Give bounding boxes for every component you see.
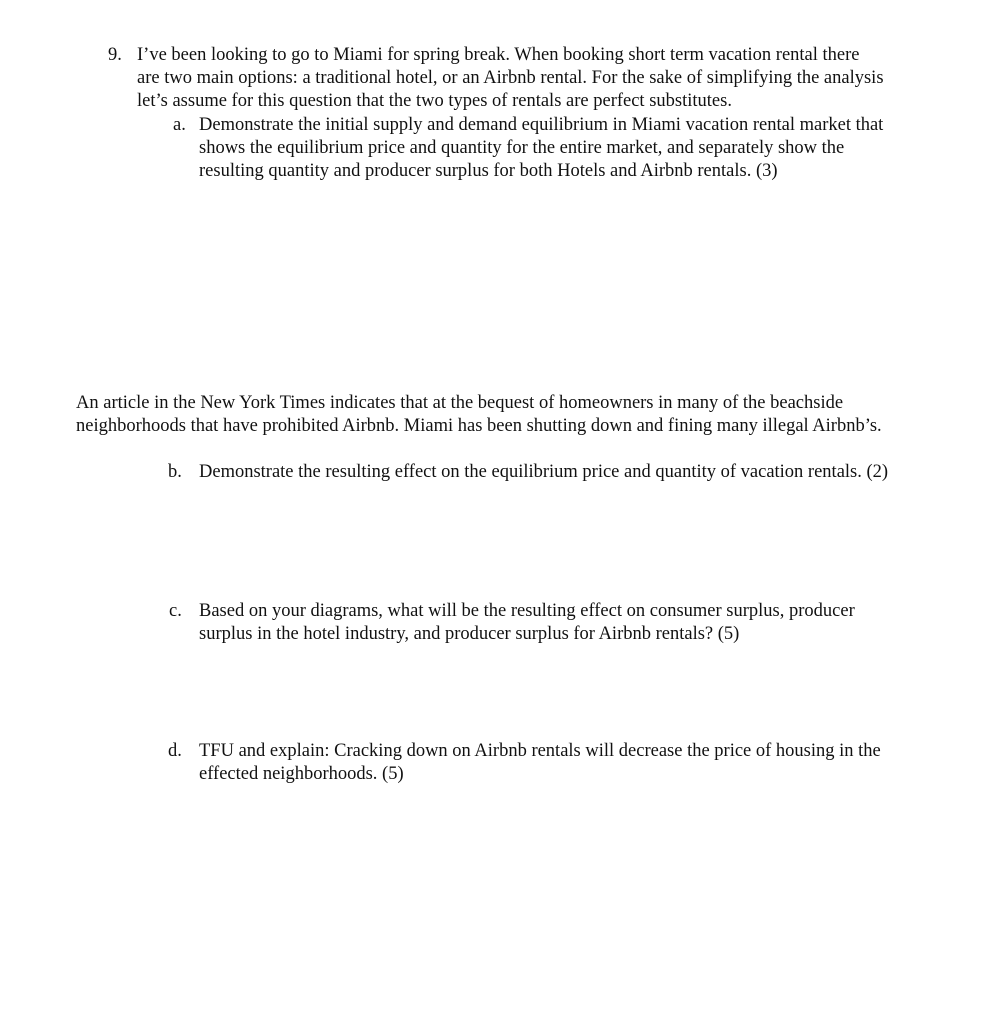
- part-a-line: Demonstrate the initial supply and demand equilibrium in Miami vacation rental market that: [199, 115, 884, 135]
- part-d-line: TFU and explain: Cracking down on Airbnb rentals will decrease the price of housing in the: [199, 741, 881, 761]
- article-line: An article in the New York Times indicates that at the bequest of homeowners in many of the beachside: [76, 393, 844, 413]
- part-c-text: [199, 600, 855, 646]
- part-a-line: shows the equilibrium price and quantity for the entire market, and separately show the: [199, 138, 845, 158]
- part-d-line: effected neighborhoods. (5): [199, 764, 404, 784]
- part-c-label: c.: [169, 601, 182, 621]
- part-b-text: [199, 461, 888, 484]
- question-9-line: I’ve been looking to go to Miami for spring break. When booking short term vacation rental there: [137, 45, 860, 65]
- part-a-text: [199, 114, 883, 183]
- part-a-label: a.: [173, 115, 186, 135]
- question-9-line: let’s assume for this question that the two types of rentals are perfect substitutes.: [137, 91, 732, 111]
- question-9-text: [137, 44, 884, 113]
- question-number: 9.: [108, 45, 122, 65]
- article-paragraph: [76, 392, 882, 438]
- article-line: neighborhoods that have prohibited Airbnb. Miami has been shutting down and fining many illegal Airbnb’s.: [76, 416, 882, 436]
- part-d-label: d.: [168, 741, 182, 761]
- part-d-text: [199, 740, 881, 786]
- part-b-line: Demonstrate the resulting effect on the equilibrium price and quantity of vacation rentals. (2): [199, 462, 889, 482]
- part-c-line: Based on your diagrams, what will be the resulting effect on consumer surplus, producer: [199, 601, 855, 621]
- part-c-line: surplus in the hotel industry, and producer surplus for Airbnb rentals? (5): [199, 624, 740, 644]
- part-a-line: resulting quantity and producer surplus for both Hotels and Airbnb rentals. (3): [199, 161, 778, 181]
- question-9-line: are two main options: a traditional hotel, or an Airbnb rental. For the sake of simplifying the analysis: [137, 68, 884, 88]
- part-b-label: b.: [168, 462, 182, 482]
